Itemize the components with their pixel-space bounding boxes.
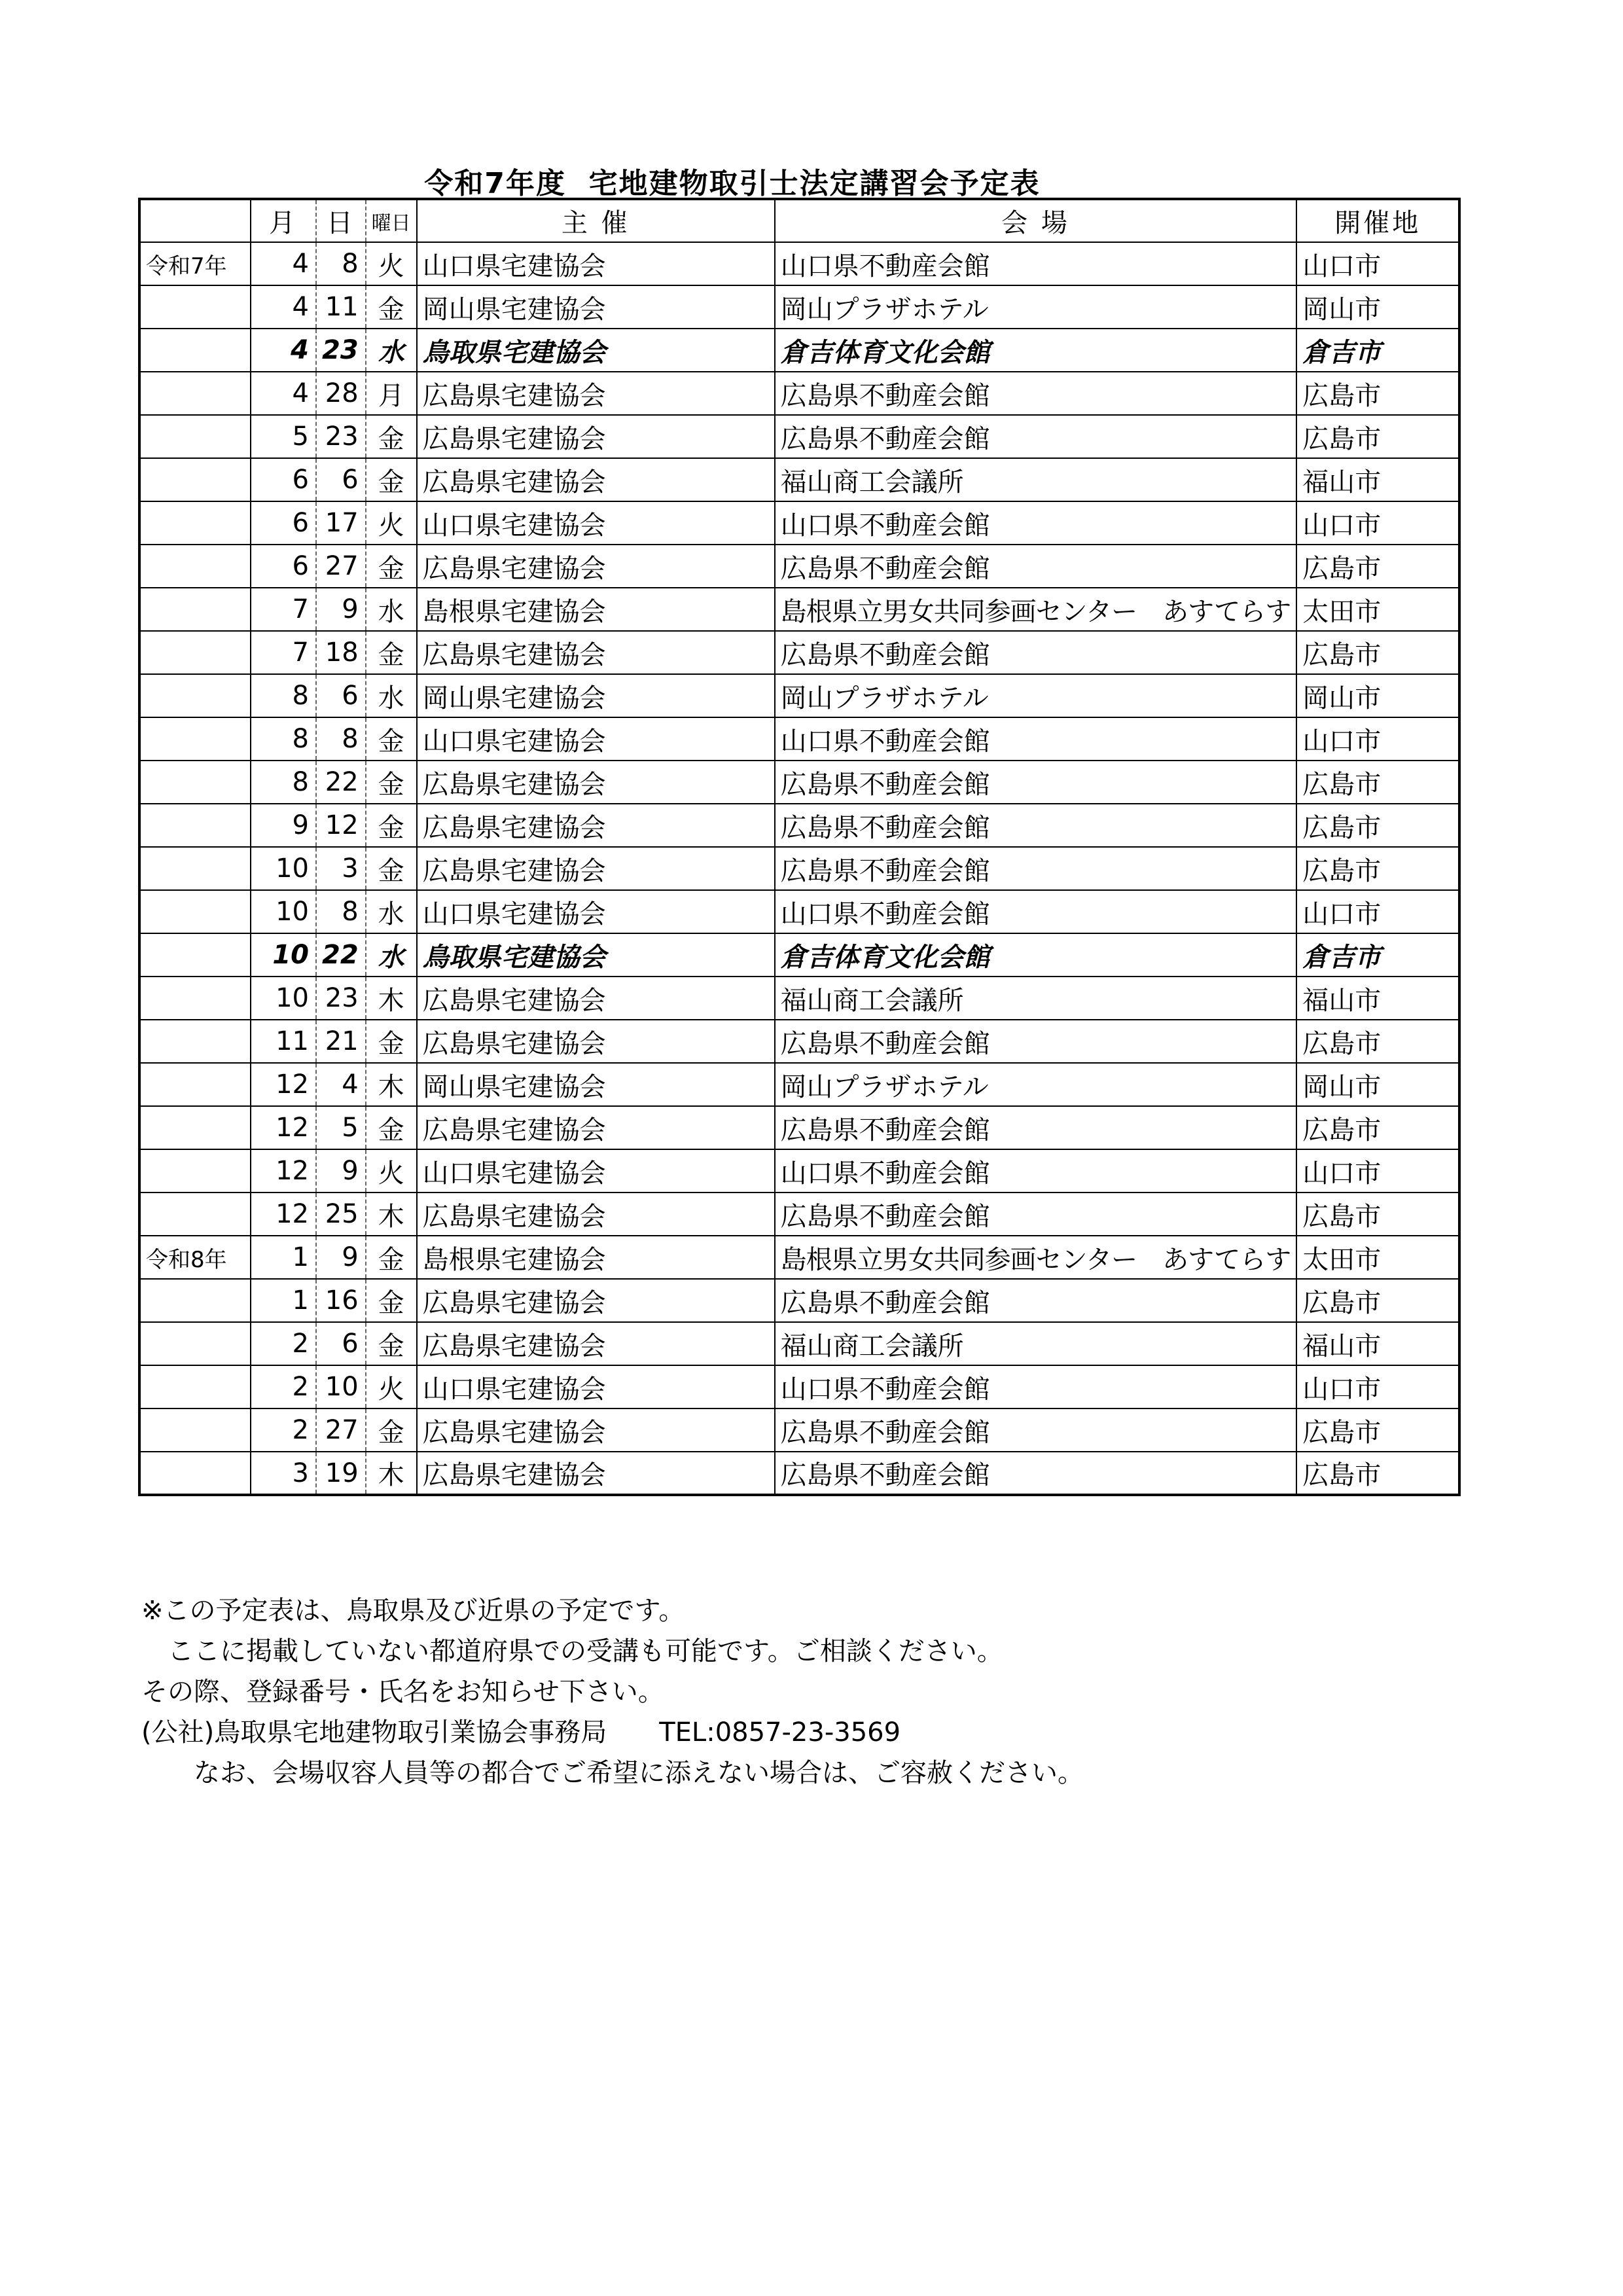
row-weekday: 月 (366, 372, 417, 415)
row-organizer: 広島県宅建協会 (417, 847, 775, 890)
office-tel: TEL:0857-23-3569 (659, 1717, 901, 1748)
row-month: 2 (251, 1408, 316, 1452)
row-day: 10 (316, 1365, 366, 1408)
row-organizer: 広島県宅建協会 (417, 1322, 775, 1365)
row-organizer: 広島県宅建協会 (417, 1408, 775, 1452)
row-organizer: 広島県宅建協会 (417, 761, 775, 804)
row-venue: 福山商工会議所 (775, 977, 1297, 1020)
row-day: 6 (316, 458, 366, 501)
row-day: 23 (316, 415, 366, 458)
table-row (139, 1193, 1459, 1236)
row-era (139, 761, 251, 804)
row-weekday: 水 (366, 329, 417, 372)
table-row (139, 372, 1459, 415)
row-city: 倉吉市 (1296, 933, 1459, 977)
row-city: 太田市 (1296, 1236, 1459, 1279)
row-day: 3 (316, 847, 366, 890)
row-month: 10 (251, 847, 316, 890)
row-day: 27 (316, 1408, 366, 1452)
row-city: 山口市 (1296, 1149, 1459, 1193)
row-venue: 広島県不動産会館 (775, 1408, 1297, 1452)
row-city: 広島市 (1296, 1193, 1459, 1236)
row-organizer: 山口県宅建協会 (417, 501, 775, 545)
table-row (139, 890, 1459, 933)
row-organizer: 岡山県宅建協会 (417, 1063, 775, 1106)
row-day: 28 (316, 372, 366, 415)
row-city: 広島市 (1296, 847, 1459, 890)
table-row (139, 804, 1459, 847)
schedule-body (139, 242, 1459, 1495)
row-weekday: 金 (366, 1106, 417, 1149)
row-weekday: 水 (366, 588, 417, 631)
row-organizer: 広島県宅建協会 (417, 545, 775, 588)
row-day: 9 (316, 1236, 366, 1279)
row-month: 2 (251, 1322, 316, 1365)
row-venue: 広島県不動産会館 (775, 1106, 1297, 1149)
row-day: 21 (316, 1020, 366, 1063)
row-city: 広島市 (1296, 545, 1459, 588)
row-venue: 倉吉体育文化会館 (775, 329, 1297, 372)
table-row (139, 847, 1459, 890)
row-organizer: 島根県宅建協会 (417, 588, 775, 631)
row-city: 広島市 (1296, 804, 1459, 847)
row-month: 8 (251, 761, 316, 804)
row-organizer: 岡山県宅建協会 (417, 285, 775, 329)
row-venue: 広島県不動産会館 (775, 847, 1297, 890)
row-venue: 島根県立男女共同参画センター あすてらす (775, 588, 1297, 631)
note-line-5: なお、会場収容人員等の都合でご希望に添えない場合は、ご容赦ください。 (141, 1758, 1084, 1788)
row-month: 12 (251, 1149, 316, 1193)
header-city: 開催地 (1296, 199, 1459, 242)
row-city: 広島市 (1296, 761, 1459, 804)
row-era (139, 372, 251, 415)
header-row (139, 199, 1459, 242)
row-weekday: 金 (366, 1408, 417, 1452)
row-city: 山口市 (1296, 890, 1459, 933)
row-era (139, 1193, 251, 1236)
row-weekday: 金 (366, 631, 417, 674)
row-weekday: 木 (366, 1193, 417, 1236)
row-venue: 山口県不動産会館 (775, 501, 1297, 545)
row-city: 広島市 (1296, 631, 1459, 674)
row-era (139, 285, 251, 329)
header-venue: 会 場 (775, 199, 1297, 242)
row-month: 8 (251, 717, 316, 761)
row-venue: 広島県不動産会館 (775, 1452, 1297, 1495)
row-day: 9 (316, 1149, 366, 1193)
office-name: (公社)鳥取県宅地建物取引業協会事務局 (141, 1717, 607, 1748)
schedule-table (138, 198, 1461, 1496)
row-era: 令和7年 (139, 242, 251, 285)
row-venue: 岡山プラザホテル (775, 674, 1297, 717)
row-city: 福山市 (1296, 458, 1459, 501)
row-venue: 広島県不動産会館 (775, 372, 1297, 415)
row-month: 3 (251, 1452, 316, 1495)
page-title: 令和7年度 宅地建物取引士法定講習会予定表 (424, 167, 1041, 200)
row-venue: 広島県不動産会館 (775, 1279, 1297, 1322)
row-venue: 岡山プラザホテル (775, 285, 1297, 329)
note-line-2: ここに掲載していない都道府県での受講も可能です。ご相談ください。 (141, 1636, 1003, 1666)
row-venue: 山口県不動産会館 (775, 1365, 1297, 1408)
row-era (139, 1020, 251, 1063)
header-day: 日 (316, 199, 366, 242)
table-row (139, 1063, 1459, 1106)
row-organizer: 鳥取県宅建協会 (417, 329, 775, 372)
row-day: 8 (316, 717, 366, 761)
row-era (139, 415, 251, 458)
row-day: 22 (316, 761, 366, 804)
row-month: 12 (251, 1193, 316, 1236)
row-weekday: 金 (366, 717, 417, 761)
row-month: 4 (251, 329, 316, 372)
row-organizer: 広島県宅建協会 (417, 1106, 775, 1149)
row-venue: 広島県不動産会館 (775, 761, 1297, 804)
row-weekday: 火 (366, 501, 417, 545)
row-month: 4 (251, 242, 316, 285)
header-weekday: 曜日 (366, 199, 417, 242)
row-city: 福山市 (1296, 977, 1459, 1020)
row-organizer: 鳥取県宅建協会 (417, 933, 775, 977)
row-organizer: 広島県宅建協会 (417, 631, 775, 674)
row-organizer: 島根県宅建協会 (417, 1236, 775, 1279)
row-era (139, 1063, 251, 1106)
row-day: 6 (316, 1322, 366, 1365)
row-venue: 岡山プラザホテル (775, 1063, 1297, 1106)
row-month: 12 (251, 1106, 316, 1149)
row-month: 4 (251, 285, 316, 329)
row-day: 18 (316, 631, 366, 674)
row-era (139, 890, 251, 933)
row-weekday: 火 (366, 242, 417, 285)
table-row (139, 1106, 1459, 1149)
table-row (139, 242, 1459, 285)
row-weekday: 金 (366, 285, 417, 329)
row-city: 広島市 (1296, 1020, 1459, 1063)
row-month: 1 (251, 1279, 316, 1322)
row-month: 6 (251, 458, 316, 501)
row-venue: 福山商工会議所 (775, 1322, 1297, 1365)
row-city: 山口市 (1296, 501, 1459, 545)
header-month: 月 (251, 199, 316, 242)
row-month: 6 (251, 501, 316, 545)
row-venue: 倉吉体育文化会館 (775, 933, 1297, 977)
row-day: 5 (316, 1106, 366, 1149)
row-era (139, 631, 251, 674)
row-weekday: 金 (366, 847, 417, 890)
row-era (139, 1149, 251, 1193)
row-era (139, 977, 251, 1020)
row-venue: 山口県不動産会館 (775, 890, 1297, 933)
row-day: 8 (316, 242, 366, 285)
row-organizer: 山口県宅建協会 (417, 890, 775, 933)
row-day: 8 (316, 890, 366, 933)
row-era (139, 674, 251, 717)
row-city: 岡山市 (1296, 674, 1459, 717)
row-organizer: 広島県宅建協会 (417, 1020, 775, 1063)
row-day: 25 (316, 1193, 366, 1236)
table-row (139, 501, 1459, 545)
row-month: 1 (251, 1236, 316, 1279)
note-line-3: その際、登録番号・氏名をお知らせ下さい。 (141, 1677, 664, 1707)
row-organizer: 山口県宅建協会 (417, 242, 775, 285)
table-row (139, 977, 1459, 1020)
row-organizer: 広島県宅建協会 (417, 804, 775, 847)
table-row (139, 1236, 1459, 1279)
header-era (139, 199, 251, 242)
row-city: 広島市 (1296, 1408, 1459, 1452)
row-venue: 広島県不動産会館 (775, 545, 1297, 588)
row-era (139, 1452, 251, 1495)
table-row (139, 415, 1459, 458)
row-organizer: 山口県宅建協会 (417, 717, 775, 761)
table-row (139, 1365, 1459, 1408)
row-day: 19 (316, 1452, 366, 1495)
row-weekday: 金 (366, 458, 417, 501)
row-month: 9 (251, 804, 316, 847)
table-row (139, 1408, 1459, 1452)
row-venue: 広島県不動産会館 (775, 804, 1297, 847)
row-weekday: 木 (366, 1452, 417, 1495)
row-organizer: 山口県宅建協会 (417, 1365, 775, 1408)
row-era (139, 804, 251, 847)
row-venue: 山口県不動産会館 (775, 242, 1297, 285)
row-era (139, 1279, 251, 1322)
row-city: 岡山市 (1296, 1063, 1459, 1106)
row-month: 7 (251, 631, 316, 674)
row-venue: 広島県不動産会館 (775, 631, 1297, 674)
note-contact (141, 1712, 1385, 1753)
row-era (139, 501, 251, 545)
row-era (139, 1322, 251, 1365)
row-weekday: 水 (366, 933, 417, 977)
row-city: 福山市 (1296, 1322, 1459, 1365)
row-city: 倉吉市 (1296, 329, 1459, 372)
row-organizer: 広島県宅建協会 (417, 1279, 775, 1322)
row-day: 16 (316, 1279, 366, 1322)
row-weekday: 金 (366, 804, 417, 847)
table-row (139, 1149, 1459, 1193)
row-city: 広島市 (1296, 1452, 1459, 1495)
row-weekday: 金 (366, 415, 417, 458)
row-day: 22 (316, 933, 366, 977)
row-city: 広島市 (1296, 1106, 1459, 1149)
row-era (139, 458, 251, 501)
row-organizer: 広島県宅建協会 (417, 977, 775, 1020)
table-row (139, 285, 1459, 329)
row-weekday: 火 (366, 1365, 417, 1408)
table-row (139, 588, 1459, 631)
row-venue: 広島県不動産会館 (775, 1193, 1297, 1236)
row-weekday: 木 (366, 1063, 417, 1106)
row-weekday: 金 (366, 1279, 417, 1322)
row-venue: 山口県不動産会館 (775, 1149, 1297, 1193)
row-day: 4 (316, 1063, 366, 1106)
row-month: 11 (251, 1020, 316, 1063)
table-row (139, 1322, 1459, 1365)
row-month: 7 (251, 588, 316, 631)
table-row (139, 717, 1459, 761)
row-era: 令和8年 (139, 1236, 251, 1279)
row-weekday: 金 (366, 1020, 417, 1063)
row-weekday: 火 (366, 1149, 417, 1193)
row-weekday: 水 (366, 890, 417, 933)
row-day: 6 (316, 674, 366, 717)
row-organizer: 広島県宅建協会 (417, 458, 775, 501)
row-weekday: 木 (366, 977, 417, 1020)
table-row (139, 545, 1459, 588)
row-era (139, 545, 251, 588)
note-line-1: ※この予定表は、鳥取県及び近県の予定です。 (141, 1596, 685, 1626)
row-venue: 広島県不動産会館 (775, 415, 1297, 458)
table-row (139, 329, 1459, 372)
row-weekday: 金 (366, 1322, 417, 1365)
row-era (139, 588, 251, 631)
row-month: 6 (251, 545, 316, 588)
row-day: 27 (316, 545, 366, 588)
row-day: 11 (316, 285, 366, 329)
row-weekday: 金 (366, 1236, 417, 1279)
row-city: 山口市 (1296, 1365, 1459, 1408)
row-venue: 広島県不動産会館 (775, 1020, 1297, 1063)
row-era (139, 1365, 251, 1408)
table-row (139, 761, 1459, 804)
row-organizer: 広島県宅建協会 (417, 1193, 775, 1236)
row-day: 12 (316, 804, 366, 847)
notes (141, 1590, 1385, 1793)
row-city: 太田市 (1296, 588, 1459, 631)
row-month: 12 (251, 1063, 316, 1106)
table-row (139, 1020, 1459, 1063)
row-month: 5 (251, 415, 316, 458)
row-weekday: 金 (366, 545, 417, 588)
row-era (139, 717, 251, 761)
row-month: 4 (251, 372, 316, 415)
row-city: 山口市 (1296, 242, 1459, 285)
row-era (139, 329, 251, 372)
row-day: 9 (316, 588, 366, 631)
row-era (139, 933, 251, 977)
row-organizer: 岡山県宅建協会 (417, 674, 775, 717)
table-row (139, 674, 1459, 717)
row-era (139, 847, 251, 890)
row-city: 広島市 (1296, 372, 1459, 415)
row-era (139, 1408, 251, 1452)
row-weekday: 水 (366, 674, 417, 717)
row-day: 23 (316, 329, 366, 372)
row-city: 広島市 (1296, 415, 1459, 458)
row-organizer: 山口県宅建協会 (417, 1149, 775, 1193)
table-row (139, 933, 1459, 977)
row-weekday: 金 (366, 761, 417, 804)
row-venue: 山口県不動産会館 (775, 717, 1297, 761)
row-day: 23 (316, 977, 366, 1020)
row-organizer: 広島県宅建協会 (417, 415, 775, 458)
row-venue: 福山商工会議所 (775, 458, 1297, 501)
row-city: 山口市 (1296, 717, 1459, 761)
row-venue: 島根県立男女共同参画センター あすてらす (775, 1236, 1297, 1279)
row-month: 10 (251, 890, 316, 933)
row-city: 岡山市 (1296, 285, 1459, 329)
row-month: 10 (251, 977, 316, 1020)
row-organizer: 広島県宅建協会 (417, 1452, 775, 1495)
row-month: 8 (251, 674, 316, 717)
table-row (139, 458, 1459, 501)
row-month: 2 (251, 1365, 316, 1408)
row-month: 10 (251, 933, 316, 977)
table-row (139, 1279, 1459, 1322)
table-row (139, 631, 1459, 674)
table-row (139, 1452, 1459, 1495)
row-day: 17 (316, 501, 366, 545)
header-organizer: 主 催 (417, 199, 775, 242)
row-era (139, 1106, 251, 1149)
row-city: 広島市 (1296, 1279, 1459, 1322)
row-organizer: 広島県宅建協会 (417, 372, 775, 415)
